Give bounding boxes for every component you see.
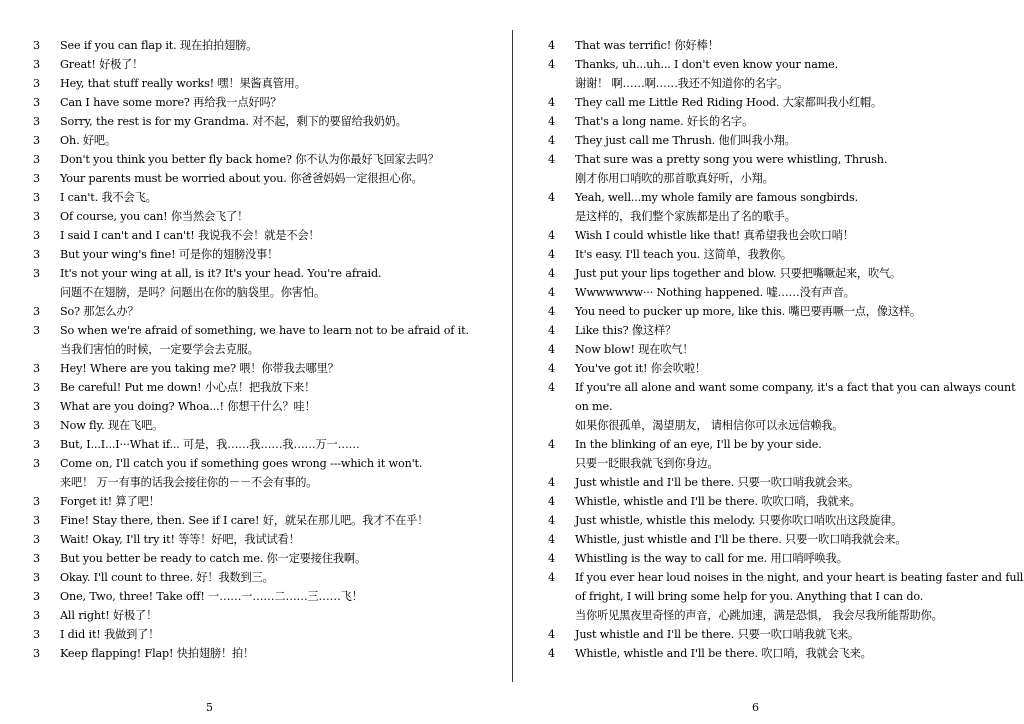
line-text: Sorry, the rest is for my Grandma. 对不起，剩下的要留给我奶奶。	[60, 115, 407, 128]
line-number: 3	[33, 590, 40, 603]
dialogue-line	[512, 302, 1024, 321]
line-text: See if you can flap it. 现在拍拍翅膀。	[60, 39, 258, 52]
line-number: 4	[548, 495, 555, 508]
dialogue-line	[0, 416, 512, 435]
line-text: That sure was a pretty song you were whistling, Thrush.	[575, 153, 888, 166]
line-number: 3	[33, 115, 40, 128]
dialogue-line	[0, 435, 512, 454]
dialogue-line	[512, 568, 1024, 587]
line-text: Your parents must be worried about you. 你爸爸妈妈一定很担心你。	[60, 172, 423, 185]
dialogue-line	[512, 93, 1024, 112]
line-text: 谢谢！ 啊……啊……我还不知道你的名字。	[575, 77, 789, 90]
dialogue-line	[0, 74, 512, 93]
dialogue-line	[0, 302, 512, 321]
dialogue-line	[0, 93, 512, 112]
line-number: 4	[548, 438, 555, 451]
line-number: 4	[548, 362, 555, 375]
line-text: In the blinking of an eye, I'll be by your side.	[575, 438, 822, 451]
line-number: 4	[548, 229, 555, 242]
dialogue-line	[0, 473, 512, 492]
dialogue-line	[512, 549, 1024, 568]
line-text: 问题不在翅膀，是吗？问题出在你的脑袋里。你害怕。	[60, 286, 325, 299]
line-text: But you better be ready to catch me. 你一定要接住我啊。	[60, 552, 366, 565]
line-text: Keep flapping! Flap! 快拍翅膀！拍！	[60, 647, 255, 660]
dialogue-line	[512, 473, 1024, 492]
line-text: It's not your wing at all, is it? It's your head. You're afraid.	[60, 267, 382, 280]
dialogue-line	[0, 321, 512, 340]
line-text: They call me Little Red Riding Hood. 大家都叫我小红帽。	[575, 96, 883, 109]
line-number: 4	[548, 305, 555, 318]
line-text: of fright, I will bring some help for you. Anything that I can do.	[575, 590, 924, 603]
line-text: If you're all alone and want some company, it's a fact that you can always count	[575, 381, 1016, 394]
line-text: I said I can't and I can't! 我说我不会！就是不会！	[60, 229, 320, 242]
dialogue-line	[512, 644, 1024, 663]
line-text: But your wing's fine! 可是你的翅膀没事！	[60, 248, 279, 261]
line-number: 3	[33, 362, 40, 375]
line-number: 4	[548, 324, 555, 337]
line-text: That was terrific! 你好棒！	[575, 39, 719, 52]
line-number: 4	[548, 571, 555, 584]
dialogue-line	[512, 378, 1024, 397]
dialogue-line	[0, 397, 512, 416]
dialogue-line	[512, 112, 1024, 131]
dialogue-line	[0, 606, 512, 625]
line-number: 3	[33, 210, 40, 223]
dialogue-line	[512, 131, 1024, 150]
line-text: They just call me Thrush. 他们叫我小翔。	[575, 134, 796, 147]
dialogue-line	[0, 530, 512, 549]
dialogue-line	[512, 169, 1024, 188]
dialogue-line	[0, 625, 512, 644]
dialogue-line	[512, 36, 1024, 55]
dialogue-line	[0, 283, 512, 302]
dialogue-line	[0, 454, 512, 473]
dialogue-line	[512, 264, 1024, 283]
line-text: Don't you think you better fly back home? 你不认为你最好飞回家去吗？	[60, 153, 439, 166]
line-text: 当你听见黑夜里奇怪的声音，心跳加速，满是恐惧， 我会尽我所能帮助你。	[575, 609, 943, 622]
line-text: Whistle, whistle and I'll be there. 吹口哨，我就会飞来。	[575, 647, 872, 660]
line-text: I can't. 我不会飞。	[60, 191, 157, 204]
dialogue-line	[512, 625, 1024, 644]
dialogue-line	[512, 150, 1024, 169]
line-text: Just whistle and I'll be there. 只要一吹口哨我就会来。	[575, 476, 859, 489]
line-number: 4	[548, 514, 555, 527]
line-text: Now blow! 现在吹气！	[575, 343, 694, 356]
dialogue-line	[0, 226, 512, 245]
line-number: 3	[33, 400, 40, 413]
line-text: Just put your lips together and blow. 只要把嘴噘起来，吹气。	[575, 267, 902, 280]
line-text: That's a long name. 好长的名字。	[575, 115, 754, 128]
line-text: Hey! Where are you taking me? 喂！你带我去哪里？	[60, 362, 339, 375]
line-text: You've got it! 你会吹啦！	[575, 362, 706, 375]
dialogue-line	[0, 492, 512, 511]
dialogue-line	[512, 606, 1024, 625]
line-number: 3	[33, 58, 40, 71]
line-number: 3	[33, 533, 40, 546]
line-text: Come on, I'll catch you if something goes wrong ---which it won't.	[60, 457, 423, 470]
line-text: Forget it! 算了吧！	[60, 495, 160, 508]
line-number: 4	[548, 552, 555, 565]
dialogue-line	[512, 587, 1024, 606]
line-text: It's easy. I'll teach you. 这简单，我教你。	[575, 248, 792, 261]
line-number: 3	[33, 172, 40, 185]
line-text: 来吧！ 万一有事的话我会接住你的－－不会有事的。	[60, 476, 318, 489]
line-text: Whistling is the way to call for me. 用口哨呼唤我。	[575, 552, 848, 565]
line-number: 3	[33, 552, 40, 565]
dialogue-line	[512, 245, 1024, 264]
dialogue-line	[0, 112, 512, 131]
dialogue-line	[512, 492, 1024, 511]
dialogue-line	[0, 587, 512, 606]
line-number: 4	[548, 267, 555, 280]
line-number: 3	[33, 305, 40, 318]
line-text: Now fly. 现在飞吧。	[60, 419, 164, 432]
line-text: You need to pucker up more, like this. 嘴巴要再噘一点，像这样。	[575, 305, 921, 318]
dialogue-line	[0, 340, 512, 359]
line-text: 刚才你用口哨吹的那首歌真好听，小翔。	[575, 172, 774, 185]
line-number: 3	[33, 647, 40, 660]
line-number: 3	[33, 39, 40, 52]
line-number: 4	[548, 381, 555, 394]
line-text: Of course, you can! 你当然会飞了！	[60, 210, 249, 223]
line-text: Yeah, well...my whole family are famous songbirds.	[575, 191, 858, 204]
dialogue-line	[512, 207, 1024, 226]
page-left	[0, 36, 512, 724]
line-number: 3	[33, 248, 40, 261]
line-text: Just whistle and I'll be there. 只要一吹口哨我就飞来。	[575, 628, 859, 641]
line-number: 3	[33, 457, 40, 470]
line-text: Whistle, just whistle and I'll be there. 只要一吹口哨我就会来。	[575, 533, 907, 546]
line-number: 3	[33, 495, 40, 508]
line-text: 是这样的，我们整个家族都是出了名的歌手。	[575, 210, 796, 223]
dialogue-line	[0, 207, 512, 226]
dialogue-line	[512, 74, 1024, 93]
line-number: 3	[33, 77, 40, 90]
dialogue-line	[512, 530, 1024, 549]
line-text: Oh. 好吧。	[60, 134, 117, 147]
line-number: 3	[33, 609, 40, 622]
dialogue-line	[0, 131, 512, 150]
line-number: 3	[33, 628, 40, 641]
line-number: 3	[33, 324, 40, 337]
line-text: So? 那怎么办？	[60, 305, 139, 318]
line-text: on me.	[575, 400, 613, 413]
line-text: Be careful! Put me down! 小心点！把我放下来！	[60, 381, 316, 394]
line-number: 3	[33, 381, 40, 394]
dialogue-line	[0, 36, 512, 55]
dialogue-line	[0, 169, 512, 188]
dialogue-line	[512, 321, 1024, 340]
line-text: Fine! Stay there, then. See if I care! 好，就呆在那儿吧。我才不在乎！	[60, 514, 429, 527]
dialogue-line	[0, 150, 512, 169]
line-text: All right! 好极了！	[60, 609, 158, 622]
line-text: Thanks, uh...uh... I don't even know your name.	[575, 58, 839, 71]
line-number: 3	[33, 267, 40, 280]
dialogue-line	[512, 340, 1024, 359]
line-text: Great! 好极了！	[60, 58, 144, 71]
line-text: So when we're afraid of something, we have to learn not to be afraid of it.	[60, 324, 469, 337]
dialogue-line	[512, 397, 1024, 416]
dialogue-line	[0, 511, 512, 530]
line-number: 4	[548, 343, 555, 356]
dialogue-line	[0, 188, 512, 207]
dialogue-line	[512, 188, 1024, 207]
line-number: 3	[33, 191, 40, 204]
line-number: 3	[33, 419, 40, 432]
dialogue-line	[0, 55, 512, 74]
line-number: 4	[548, 96, 555, 109]
line-number: 3	[33, 514, 40, 527]
dialogue-line	[512, 226, 1024, 245]
dialogue-line	[512, 283, 1024, 302]
line-number: 4	[548, 153, 555, 166]
page-right	[512, 36, 1024, 724]
dialogue-line	[512, 359, 1024, 378]
line-number: 4	[548, 628, 555, 641]
dialogue-line	[0, 568, 512, 587]
line-number: 4	[548, 191, 555, 204]
page-number: 6	[752, 701, 759, 714]
dialogue-line	[0, 378, 512, 397]
line-number: 3	[33, 134, 40, 147]
line-text: 当我们害怕的时候，一定要学会去克服。	[60, 343, 259, 356]
line-number: 4	[548, 647, 555, 660]
line-text: Wait! Okay, I'll try it! 等等！好吧，我试试看！	[60, 533, 300, 546]
line-text: Whistle, whistle and I'll be there. 吹吹口哨，我就来。	[575, 495, 861, 508]
line-number: 4	[548, 134, 555, 147]
line-number: 4	[548, 58, 555, 71]
line-text: I did it! 我做到了！	[60, 628, 160, 641]
line-number: 3	[33, 571, 40, 584]
line-text: 如果你很孤单，渴望朋友， 请相信你可以永远信赖我。	[575, 419, 844, 432]
dialogue-line	[512, 454, 1024, 473]
line-text: 只要一眨眼我就飞到你身边。	[575, 457, 719, 470]
line-number: 4	[548, 533, 555, 546]
dialogue-line	[512, 416, 1024, 435]
line-text: What are you doing? Whoa...! 你想干什么？哇！	[60, 400, 316, 413]
dialogue-line	[0, 549, 512, 568]
line-number: 4	[548, 39, 555, 52]
line-text: If you ever hear loud noises in the night, and your heart is beating faster and full	[575, 571, 1024, 584]
dialogue-line	[0, 245, 512, 264]
line-text: Like this? 像这样？	[575, 324, 677, 337]
line-text: Okay. I'll count to three. 好！我数到三。	[60, 571, 274, 584]
line-number: 3	[33, 153, 40, 166]
dialogue-line	[0, 264, 512, 283]
line-text: But, I...I...I···What if... 可是，我……我……我……万一……	[60, 438, 360, 451]
dialogue-line	[512, 511, 1024, 530]
dialogue-line	[512, 435, 1024, 454]
line-text: Just whistle, whistle this melody. 只要你吹口哨吹出这段旋律。	[575, 514, 903, 527]
line-text: One, Two, three! Take off! 一……一……二……三……飞！	[60, 590, 363, 603]
line-text: Wish I could whistle like that! 真希望我也会吹口哨！	[575, 229, 854, 242]
dialogue-line	[0, 644, 512, 663]
page-number: 5	[206, 701, 213, 714]
line-number: 3	[33, 229, 40, 242]
line-text: Wwwwwww··· Nothing happened. 嘘……没有声音。	[575, 286, 855, 299]
line-number: 3	[33, 96, 40, 109]
line-text: Hey, that stuff really works! 嘿！果酱真管用。	[60, 77, 306, 90]
line-number: 3	[33, 438, 40, 451]
line-number: 4	[548, 286, 555, 299]
line-text: Can I have some more? 再给我一点好吗？	[60, 96, 282, 109]
dialogue-line	[0, 359, 512, 378]
dialogue-line	[512, 55, 1024, 74]
line-number: 4	[548, 115, 555, 128]
line-number: 4	[548, 248, 555, 261]
line-number: 4	[548, 476, 555, 489]
